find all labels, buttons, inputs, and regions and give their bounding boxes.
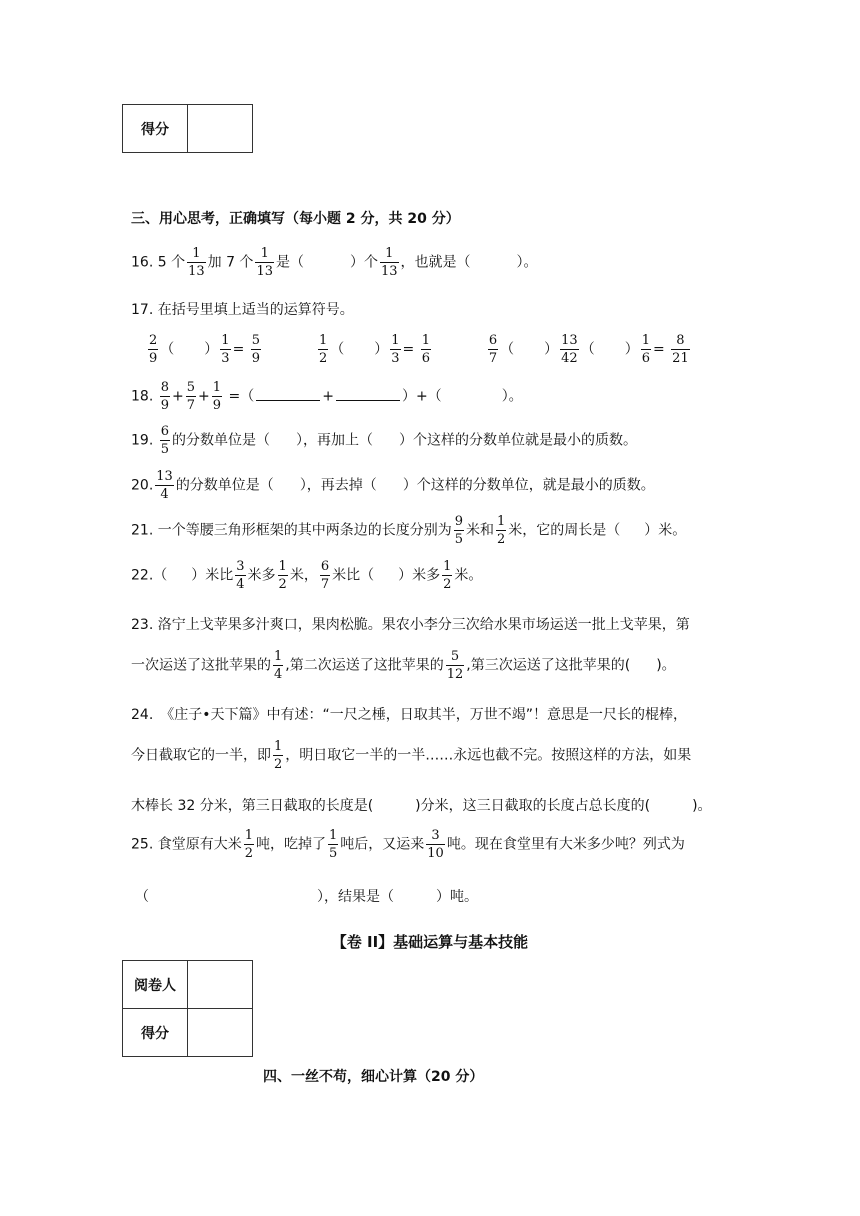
section-title: 四、一丝不苟，细心计算（20 分）	[263, 1069, 484, 1085]
score-label: 得分	[123, 1009, 188, 1057]
answer-blank[interactable]	[336, 388, 400, 401]
question-24-cont: 木棒长 32 分米，第三日截取的长度是( )分米，这三日截取的长度占总长度的( )。	[131, 798, 712, 814]
question-24-cont: 今日截取它的一半，即 $\frac{1}{2}$ ，明日取它一半的一半……永远也截不完。按照这样的方法，如果	[131, 739, 692, 772]
section-title: 三、用心思考，正确填写（每小题 2 分，共 20 分）	[131, 211, 460, 227]
score-label: 得分	[123, 105, 188, 153]
question-20: 20. $\frac{13}{4}$ 的分数单位是（ ），再去掉（ ）个这样的分数单位，就是最小的质数。	[131, 469, 655, 502]
question-22: 22.（ ）米比 $\frac{3}{4}$ 米多 $\frac{1}{2}$ 米， $\frac{6}{7}$ 米比（ ）米多 $\frac{1}{2}$ 米。	[131, 559, 483, 592]
fraction: $\frac{1}{13}$	[188, 246, 205, 279]
question-23: 23. 洛宁上戈苹果多汁爽口，果肉松脆。果农小李分三次给水果市场运送一批上戈苹果，第	[131, 617, 690, 633]
question-16	[131, 247, 538, 278]
q16-text: ）。	[516, 254, 538, 271]
q16-text: ）个	[349, 254, 378, 271]
question-25: 25. 食堂原有大米 $\frac{1}{2}$ 吨，吃掉了 $\frac{1}{5}$ 吨后，又运来 $\frac{3}{10}$ 吨。现在食堂里有大米多少吨？列式为	[131, 828, 685, 861]
question-18: 18. $\frac{8}{9}$ + $\frac{5}{7}$ + $\frac{1}{9}$ =（ + ）+（ ）。	[131, 380, 523, 413]
question-25-cont: （ ），结果是（ ）吨。	[135, 889, 478, 905]
fraction: $\frac{1}{13}$	[256, 246, 273, 279]
q16-text: ，也就是（	[400, 254, 471, 271]
reviewer-label: 阅卷人	[123, 961, 188, 1009]
reviewer-field[interactable]	[188, 961, 253, 1009]
fraction: $\frac{1}{13}$	[380, 246, 398, 279]
question-17: 17. 在括号里填上适当的运算符号。	[131, 302, 354, 318]
score-field[interactable]	[188, 105, 253, 153]
q16-text: 16. 5 个	[131, 254, 186, 271]
answer-blank[interactable]	[256, 388, 320, 401]
reviewer-score-box	[122, 960, 253, 1057]
question-21: 21. 一个等腰三角形框架的其中两条边的长度分别为 $\frac{9}{5}$ 米和 $\frac{1}{2}$ 米，它的周长是（ ）米。	[131, 514, 687, 547]
q17-equations: $\frac{2}{9}$ （ ） $\frac{1}{3}$ = $\frac{5}{9}$ $\frac{1}{2}$ （ ） $\frac{1}{3}$ = $\frac{1}{6}$ $\frac{6}{7}$ （ ） $\frac{13}{42}$ （ ） $\frac{1}{6}$ = $\frac{8}{21}$	[149, 333, 689, 366]
score-box	[122, 104, 253, 153]
question-23-cont: 一次运送了这批苹果的 $\frac{1}{4}$ ,第二次运送了这批苹果的 $\frac{5}{12}$ ,第三次运送了这批苹果的( )。	[131, 649, 676, 682]
q16-text: 是（	[275, 254, 304, 271]
question-24: 24. 《庄子•天下篇》中有述：“一尺之棰，日取其半，万世不竭”！意思是一尺长的棍棒，	[131, 707, 688, 723]
score-field[interactable]	[188, 1009, 253, 1057]
question-19: 19. $\frac{6}{5}$ 的分数单位是（ ），再加上（ ）个这样的分数单位就是最小的质数。	[131, 424, 637, 457]
q16-text: 加 7 个	[207, 254, 254, 271]
volume-title: 【卷 II】基础运算与基本技能	[331, 933, 529, 951]
